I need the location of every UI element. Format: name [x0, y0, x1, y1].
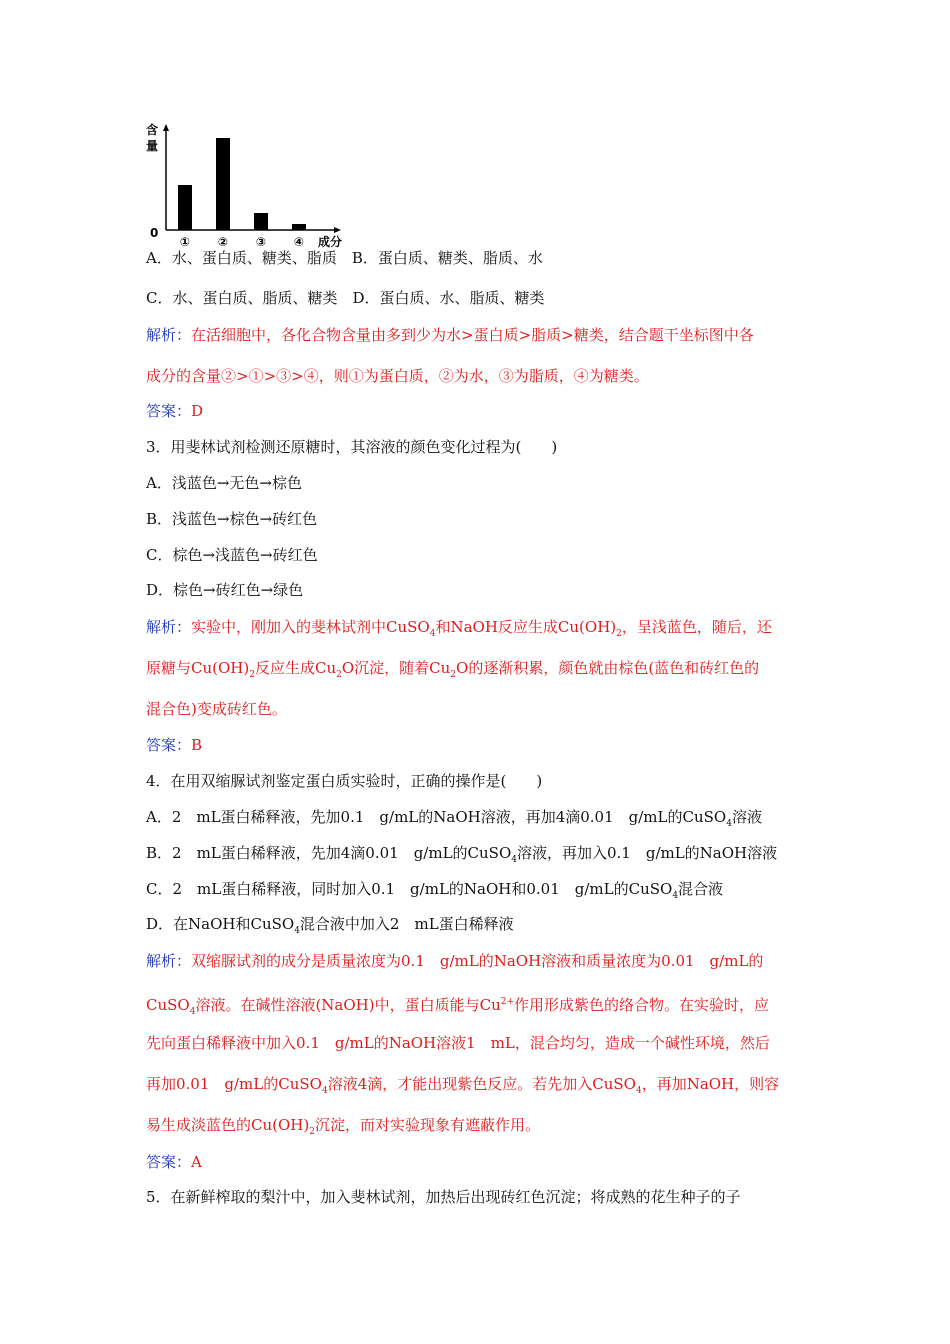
q2-analysis-line-1 [146, 325, 754, 345]
q4-option-d: D．在NaOH和CuSO$_4$混合液中加入2 mL蛋白稀释液 [146, 915, 514, 936]
bar-3 [254, 213, 268, 230]
x-tick-label-3: ③ [255, 235, 267, 249]
x-axis-label: 成分 [318, 235, 343, 249]
q2-option-ab: A．水、蛋白质、糖类、脂质 B．蛋白质、糖类、脂质、水 [146, 249, 543, 267]
answer-value: B [191, 736, 203, 754]
q2-analysis-line-2: 成分的含量②>①>③>④，则①为蛋白质，②为水，③为脂质，④为糖类。 [146, 367, 649, 385]
x-tick-label-2: ② [217, 235, 229, 249]
q3-stem: 3．用斐林试剂检测还原糖时，其溶液的颜色变化过程为( ) [146, 438, 558, 456]
q4-analysis-line-3: 先向蛋白稀释液中加入0.1 g/mL的NaOH溶液1 mL，混合均匀，造成一个碱性环境，然后 [146, 1034, 770, 1052]
q4-analysis-text-1: 双缩脲试剂的成分是质量浓度为0.1 g/mL的NaOH溶液和质量浓度为0.01 g/mL的 [191, 952, 764, 970]
q3-answer [146, 735, 202, 755]
x-tick-label-1: ① [179, 235, 191, 249]
answer-label: 答案： [146, 1153, 192, 1171]
origin-label: 0 [150, 226, 159, 240]
q3-analysis-line-3: 混合色)变成砖红色。 [146, 700, 287, 718]
q2-answer [146, 401, 203, 421]
y-axis-arrow [163, 124, 169, 131]
x-tick-label-4: ④ [293, 235, 305, 249]
x-axis-arrow [334, 227, 341, 233]
q3-analysis-text-1: 实验中，刚加入的斐林试剂中CuSO$_4$和NaOH反应生成$Cu(OH)_2$，呈浅蓝色，随后，还 [191, 618, 772, 639]
answer-value: D [191, 402, 204, 420]
q3-option-b: B．浅蓝色→棕色→砖红色 [146, 510, 318, 528]
bar-1 [178, 185, 192, 230]
bar-2 [216, 138, 230, 230]
composition-bar-chart [140, 120, 350, 250]
q3-analysis-line-2: 原糖与$Cu(OH)_2$反应生成$Cu_2O$沉淀，随着$Cu_2O$的逐渐积累，颜色就由棕色(蓝色和砖红色的 [146, 659, 760, 680]
q3-analysis-line-1 [146, 617, 772, 644]
answer-label: 答案： [146, 736, 192, 754]
answer-value: A [191, 1153, 202, 1171]
answer-label: 答案： [146, 402, 192, 420]
q4-analysis-line-5: 易生成淡蓝色的$Cu(OH)_2$沉淀，而对实验现象有遮蔽作用。 [146, 1116, 540, 1137]
q4-stem: 4．在用双缩脲试剂鉴定蛋白质实验时，正确的操作是( ) [146, 772, 543, 790]
q5-stem: 5．在新鲜榨取的梨汁中，加入斐林试剂，加热后出现砖红色沉淀；将成熟的花生种子的子 [146, 1188, 741, 1206]
q4-option-b: B．2 mL蛋白稀释液，先加4滴0.01 g/mL的CuSO$_4$溶液，再加入0.1 g/mL的NaOH溶液 [146, 844, 778, 865]
analysis-label: 解析： [146, 326, 192, 344]
q3-option-a: A．浅蓝色→无色→棕色 [146, 474, 302, 492]
q4-analysis-line-4: 再加0.01 g/mL的CuSO$_4$溶液4滴，才能出现紫色反应。若先加入CuSO$_4$，再加NaOH，则容 [146, 1075, 780, 1096]
y-axis-label: 含 [146, 123, 159, 137]
q3-option-c: C．棕色→浅蓝色→砖红色 [146, 546, 318, 564]
q4-analysis-line-2: CuSO$_4$溶液。在碱性溶液(NaOH)中，蛋白质能与$Cu^{2+}$作用形成紫色的络合物。在实验时，应 [146, 996, 770, 1017]
analysis-label: 解析： [146, 952, 192, 970]
q4-answer [146, 1152, 202, 1172]
bar-4 [292, 224, 306, 230]
q4-option-c: C．2 mL蛋白稀释液，同时加入0.1 g/mL的NaOH和0.01 g/mL的CuSO$_4$混合液 [146, 880, 724, 901]
q2-option-cd: C．水、蛋白质、脂质、糖类 D．蛋白质、水、脂质、糖类 [146, 289, 545, 307]
q3-option-d: D．棕色→砖红色→绿色 [146, 581, 304, 599]
q2-analysis-text-1: 在活细胞中，各化合物含量由多到少为水>蛋白质>脂质>糖类，结合题干坐标图中各 [191, 326, 754, 344]
q4-option-a: A．2 mL蛋白稀释液，先加0.1 g/mL的NaOH溶液，再加4滴0.01 g/mL的CuSO$_4$溶液 [146, 808, 762, 829]
q4-analysis-line-1 [146, 951, 763, 971]
analysis-label: 解析： [146, 618, 192, 636]
y-axis-label-2: 量 [146, 139, 159, 153]
